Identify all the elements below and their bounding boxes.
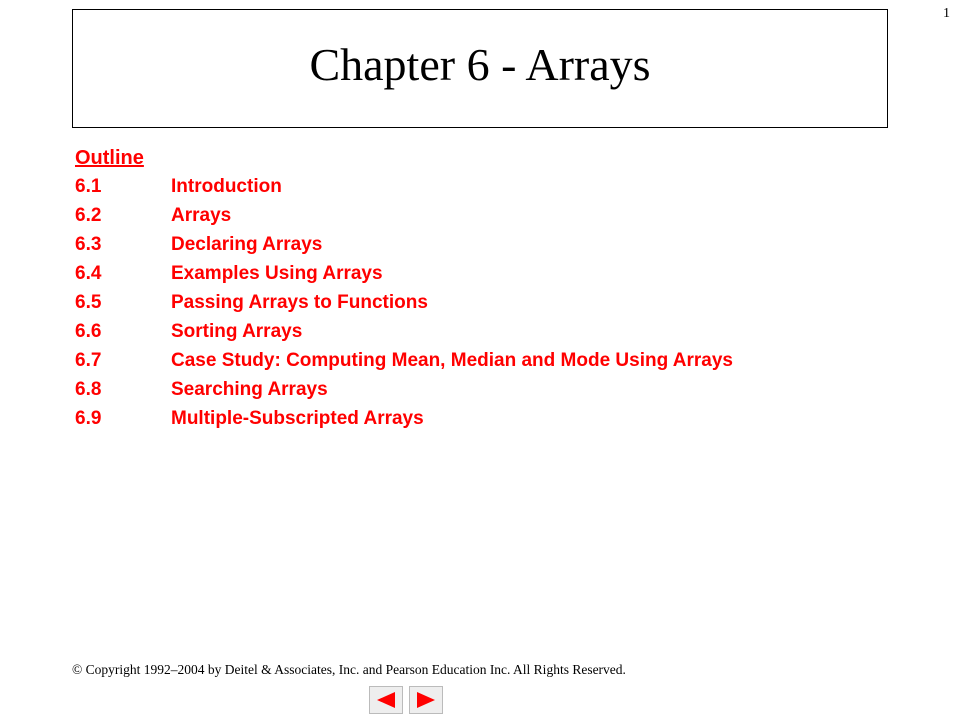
outline-item-label: Declaring Arrays: [171, 234, 323, 255]
previous-slide-button[interactable]: [369, 686, 403, 714]
outline-item[interactable]: [75, 375, 733, 404]
outline-item-label: Searching Arrays: [171, 379, 328, 400]
outline-item-number: 6.5: [75, 292, 102, 313]
triangle-right-icon: [415, 691, 437, 709]
outline-item-label: Multiple-Subscripted Arrays: [171, 408, 424, 429]
slide-navigation: [369, 686, 443, 714]
outline: [75, 144, 733, 433]
page-number: 1: [943, 6, 950, 21]
outline-item[interactable]: [75, 288, 733, 317]
outline-item[interactable]: [75, 317, 733, 346]
outline-item-label: Case Study: Computing Mean, Median and Mode Using Arrays: [171, 350, 733, 371]
outline-list: [75, 172, 733, 433]
outline-item[interactable]: [75, 346, 733, 375]
outline-item[interactable]: [75, 404, 733, 433]
outline-item-number: 6.3: [75, 234, 102, 255]
outline-item-label: Passing Arrays to Functions: [171, 292, 428, 313]
outline-item[interactable]: [75, 230, 733, 259]
outline-item-label: Introduction: [171, 176, 282, 197]
outline-item-number: 6.7: [75, 350, 102, 371]
outline-item-number: 6.8: [75, 379, 102, 400]
outline-item-number: 6.4: [75, 263, 102, 284]
outline-item-label: Sorting Arrays: [171, 321, 303, 342]
outline-heading[interactable]: Outline: [75, 147, 144, 169]
outline-item[interactable]: [75, 259, 733, 288]
triangle-left-icon: [375, 691, 397, 709]
outline-item[interactable]: [75, 201, 733, 230]
next-slide-button[interactable]: [409, 686, 443, 714]
outline-item-label: Examples Using Arrays: [171, 263, 383, 284]
outline-item-number: 6.2: [75, 205, 102, 226]
outline-item-number: 6.9: [75, 408, 102, 429]
title-box: [72, 9, 888, 128]
outline-item-number: 6.6: [75, 321, 102, 342]
outline-item-label: Arrays: [171, 205, 232, 226]
outline-item[interactable]: [75, 172, 733, 201]
page-title: Chapter 6 - Arrays: [309, 39, 651, 90]
outline-item-number: 6.1: [75, 176, 102, 197]
copyright-notice: © Copyright 1992–2004 by Deitel & Associates, Inc. and Pearson Education Inc. All Rights Reserved.: [72, 662, 626, 677]
